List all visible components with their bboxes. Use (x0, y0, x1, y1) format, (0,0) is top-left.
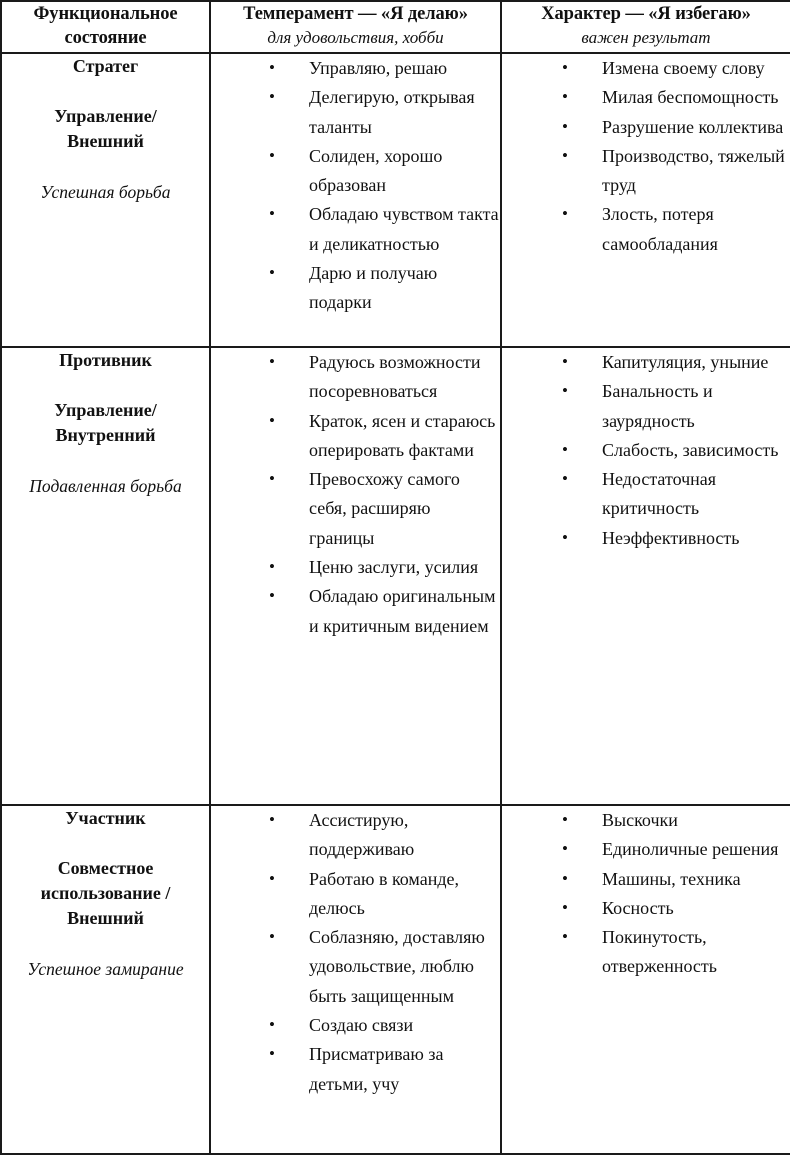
table-body (1, 53, 790, 1154)
table-row (1, 805, 790, 1154)
list-item: • Управляю, решаю (211, 54, 500, 83)
state-axis (2, 398, 209, 448)
list-item: • Разрушение коллектива (502, 113, 790, 142)
state-note: Успешное замирание (27, 959, 184, 979)
state-axis-line2: Внутренний (55, 425, 156, 445)
character-list (502, 54, 790, 259)
list-item: • Неэффективность (502, 524, 790, 553)
character-cell-participant (501, 805, 790, 1154)
header-row (1, 1, 790, 53)
state-note: Подавленная борьба (29, 476, 182, 496)
state-axis-line1: Совместное (57, 858, 154, 878)
list-item: • Обладаю чувством такта и деликатностью (211, 200, 500, 259)
header-subtitle-col3: важен результат (581, 28, 711, 47)
temperament-list (211, 806, 500, 1099)
list-item: • Обладаю оригинальным и критичным видением (211, 582, 500, 641)
list-item: • Капитуляция, уныние (502, 348, 790, 377)
temperament-list (211, 54, 500, 318)
list-item: • Машины, техника (502, 865, 790, 894)
table-row (1, 53, 790, 347)
state-axis-line2: Внешний (67, 131, 144, 151)
state-cell-opponent (1, 347, 210, 805)
character-list (502, 348, 790, 553)
header-cell-temperament (210, 1, 501, 53)
state-name: Противник (59, 350, 152, 370)
list-item: • Производство, тяжелый труд (502, 142, 790, 201)
temperament-list (211, 348, 500, 641)
state-axis (2, 856, 209, 931)
state-cell-strategist (1, 53, 210, 347)
list-item: • Злость, потеря самообладания (502, 200, 790, 259)
list-item: • Солиден, хорошо образован (211, 142, 500, 201)
list-item: • Слабость, зависимость (502, 436, 790, 465)
list-item: • Соблазняю, доставляю удовольствие, люблю быть защищенным (211, 923, 500, 1011)
state-axis-line3: Внешний (67, 908, 144, 928)
temperament-cell-opponent (210, 347, 501, 805)
list-item: • Присматриваю за детьми, учу (211, 1040, 500, 1099)
list-item: • Недостаточная критичность (502, 465, 790, 524)
state-axis-line1: Управление/ (54, 400, 157, 420)
list-item: • Измена своему слову (502, 54, 790, 83)
header-title-col3: Характер — «Я избегаю» (541, 4, 751, 24)
state-name: Стратег (72, 56, 139, 76)
list-item: • Банальность и заурядность (502, 377, 790, 436)
character-list (502, 806, 790, 982)
header-subtitle-col2: для удовольствия, хобби (267, 28, 444, 47)
list-item: • Создаю связи (211, 1011, 500, 1040)
header-title-col2: Темперамент — «Я делаю» (243, 4, 468, 24)
state-axis-line1: Управление/ (54, 106, 157, 126)
state-cell-participant (1, 805, 210, 1154)
list-item: • Делегирую, открывая таланты (211, 83, 500, 142)
list-item: • Работаю в команде, делюсь (211, 865, 500, 924)
list-item: • Краток, ясен и стараюсь оперировать фактами (211, 407, 500, 466)
header-cell-character (501, 1, 790, 53)
character-cell-strategist (501, 53, 790, 347)
list-item: • Ценю заслуги, усилия (211, 553, 500, 582)
list-item: • Косность (502, 894, 790, 923)
list-item: • Радуюсь возможности посоревноваться (211, 348, 500, 407)
list-item: • Покинутость, отверженность (502, 923, 790, 982)
header-title-col1-line1: Функциональное (33, 4, 178, 24)
temperament-cell-participant (210, 805, 501, 1154)
state-note: Успешная борьба (40, 182, 171, 202)
list-item: • Единоличные решения (502, 835, 790, 864)
header-title-col1-line2: состояние (64, 28, 147, 48)
state-axis (2, 104, 209, 154)
table-row (1, 347, 790, 805)
state-axis-line2: использование / (40, 883, 171, 903)
list-item: • Выскочки (502, 806, 790, 835)
list-item: • Дарю и получаю подарки (211, 259, 500, 318)
list-item: • Превосхожу самого себя, расширяю границы (211, 465, 500, 553)
temperament-cell-strategist (210, 53, 501, 347)
character-cell-opponent (501, 347, 790, 805)
state-name: Участник (65, 808, 146, 828)
header-cell-functional-state (1, 1, 210, 53)
list-item: • Ассистирую, поддерживаю (211, 806, 500, 865)
list-item: • Милая беспомощность (502, 83, 790, 112)
table-header (1, 1, 790, 53)
